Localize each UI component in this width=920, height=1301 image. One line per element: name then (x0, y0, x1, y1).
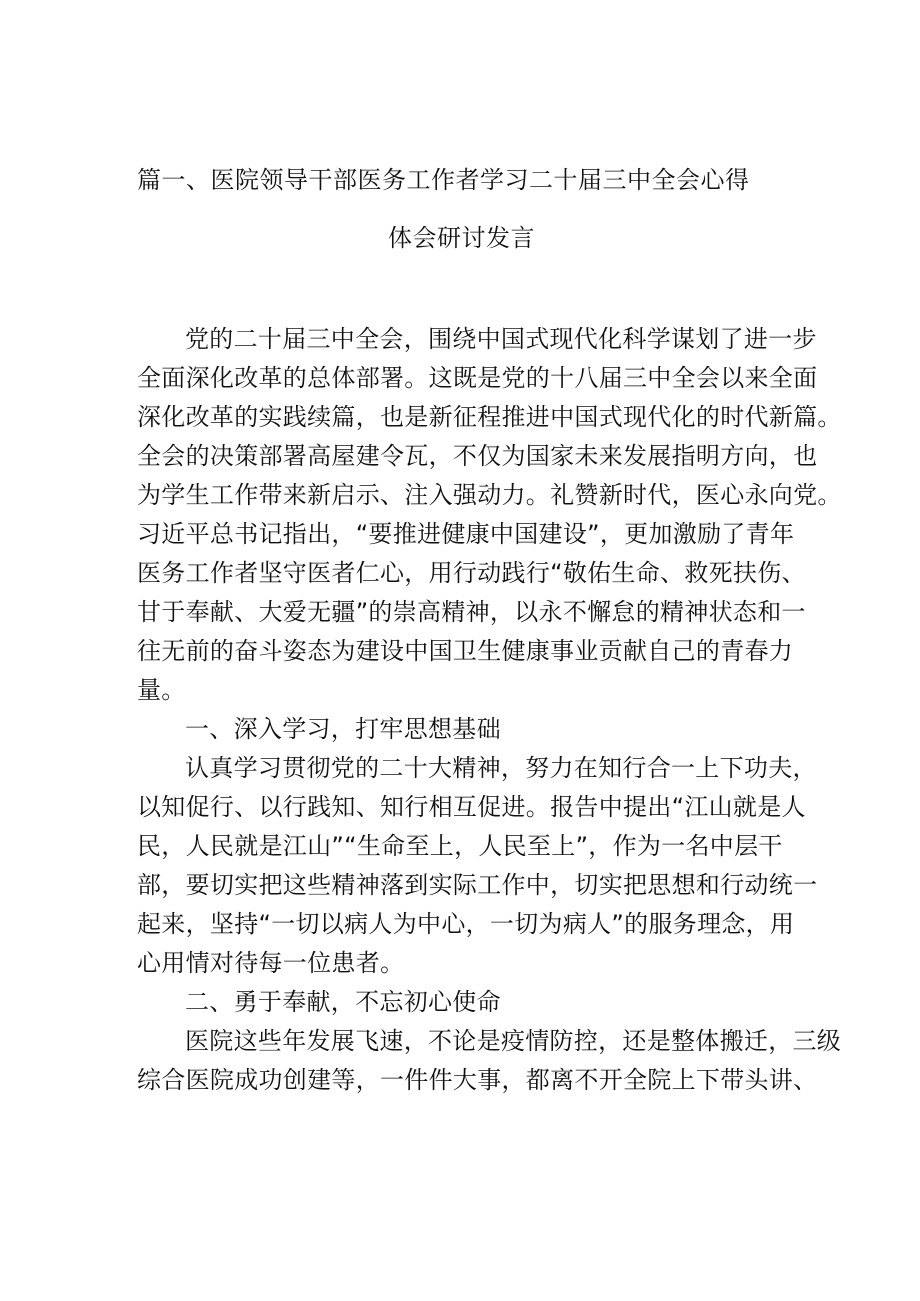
body-line: 全面深化改革的总体部署。这既是党的十八届三中全会以来全面 (137, 364, 818, 392)
body-line: 习近平总书记指出，“要推进健康中国建设”，更加激励了青年 (137, 520, 795, 548)
body-line: 部，要切实把这些精神落到实际工作中，切实把思想和行动统一 (137, 871, 818, 899)
body-line: 为学生工作带来新启示、注入强动力。礼赞新时代，医心永向党。 (137, 481, 842, 509)
document-title-line-1: 篇一、医院领导干部医务工作者学习二十届三中全会心得 (137, 166, 750, 194)
document-title-line-2: 体会研讨发言 (388, 224, 535, 252)
body-line: 全会的决策部署高屋建令瓦，不仅为国家未来发展指明方向，也 (137, 442, 818, 470)
section-heading-1 (137, 710, 787, 749)
section-heading-text: 一、深入学习，打牢思想基础 (185, 715, 501, 743)
body-line: 深化改革的实践续篇，也是新征程推进中国式现代化的时代新篇。 (137, 403, 842, 431)
body-line: 甘于奉献、大爱无疆”的崇高精神，以永不懈怠的精神状态和一 (137, 598, 806, 626)
paragraph-dedication (137, 1022, 842, 1100)
body-line: 以知促行、以行践知、知行相互促进。报告中提出“江山就是人 (137, 793, 806, 821)
body-line: 医院这些年发展飞速，不论是疫情防控，还是整体搬迁，三级 (185, 1027, 842, 1055)
body-line: 起来，坚持“一切以病人为中心，一切为病人”的服务理念，用 (137, 910, 795, 938)
body-line: 党的二十届三中全会，围绕中国式现代化科学谋划了进一步 (185, 325, 817, 353)
paragraph-intro (137, 320, 842, 710)
paragraph-study (137, 749, 818, 983)
body-line: 认真学习贯彻党的二十大精神，努力在知行合一上下功夫， (185, 754, 817, 782)
document-body (137, 320, 842, 1100)
body-line: 综合医院成功创建等，一件件大事，都离不开全院上下带头讲、 (137, 1066, 818, 1094)
section-heading-2 (137, 983, 787, 1022)
body-line: 民，人民就是江山”“生命至上，人民至上”，作为一名中层干 (137, 832, 783, 860)
body-line: 量。 (137, 676, 186, 704)
section-heading-text: 二、勇于奉献，不忘初心使命 (185, 988, 501, 1016)
body-line: 往无前的奋斗姿态为建设中国卫生健康事业贡献自己的青春力 (137, 637, 794, 665)
body-line: 医务工作者坚守医者仁心，用行动践行“敬佑生命、救死扶伤、 (137, 559, 806, 587)
body-line: 心用情对待每一位患者。 (137, 949, 405, 977)
